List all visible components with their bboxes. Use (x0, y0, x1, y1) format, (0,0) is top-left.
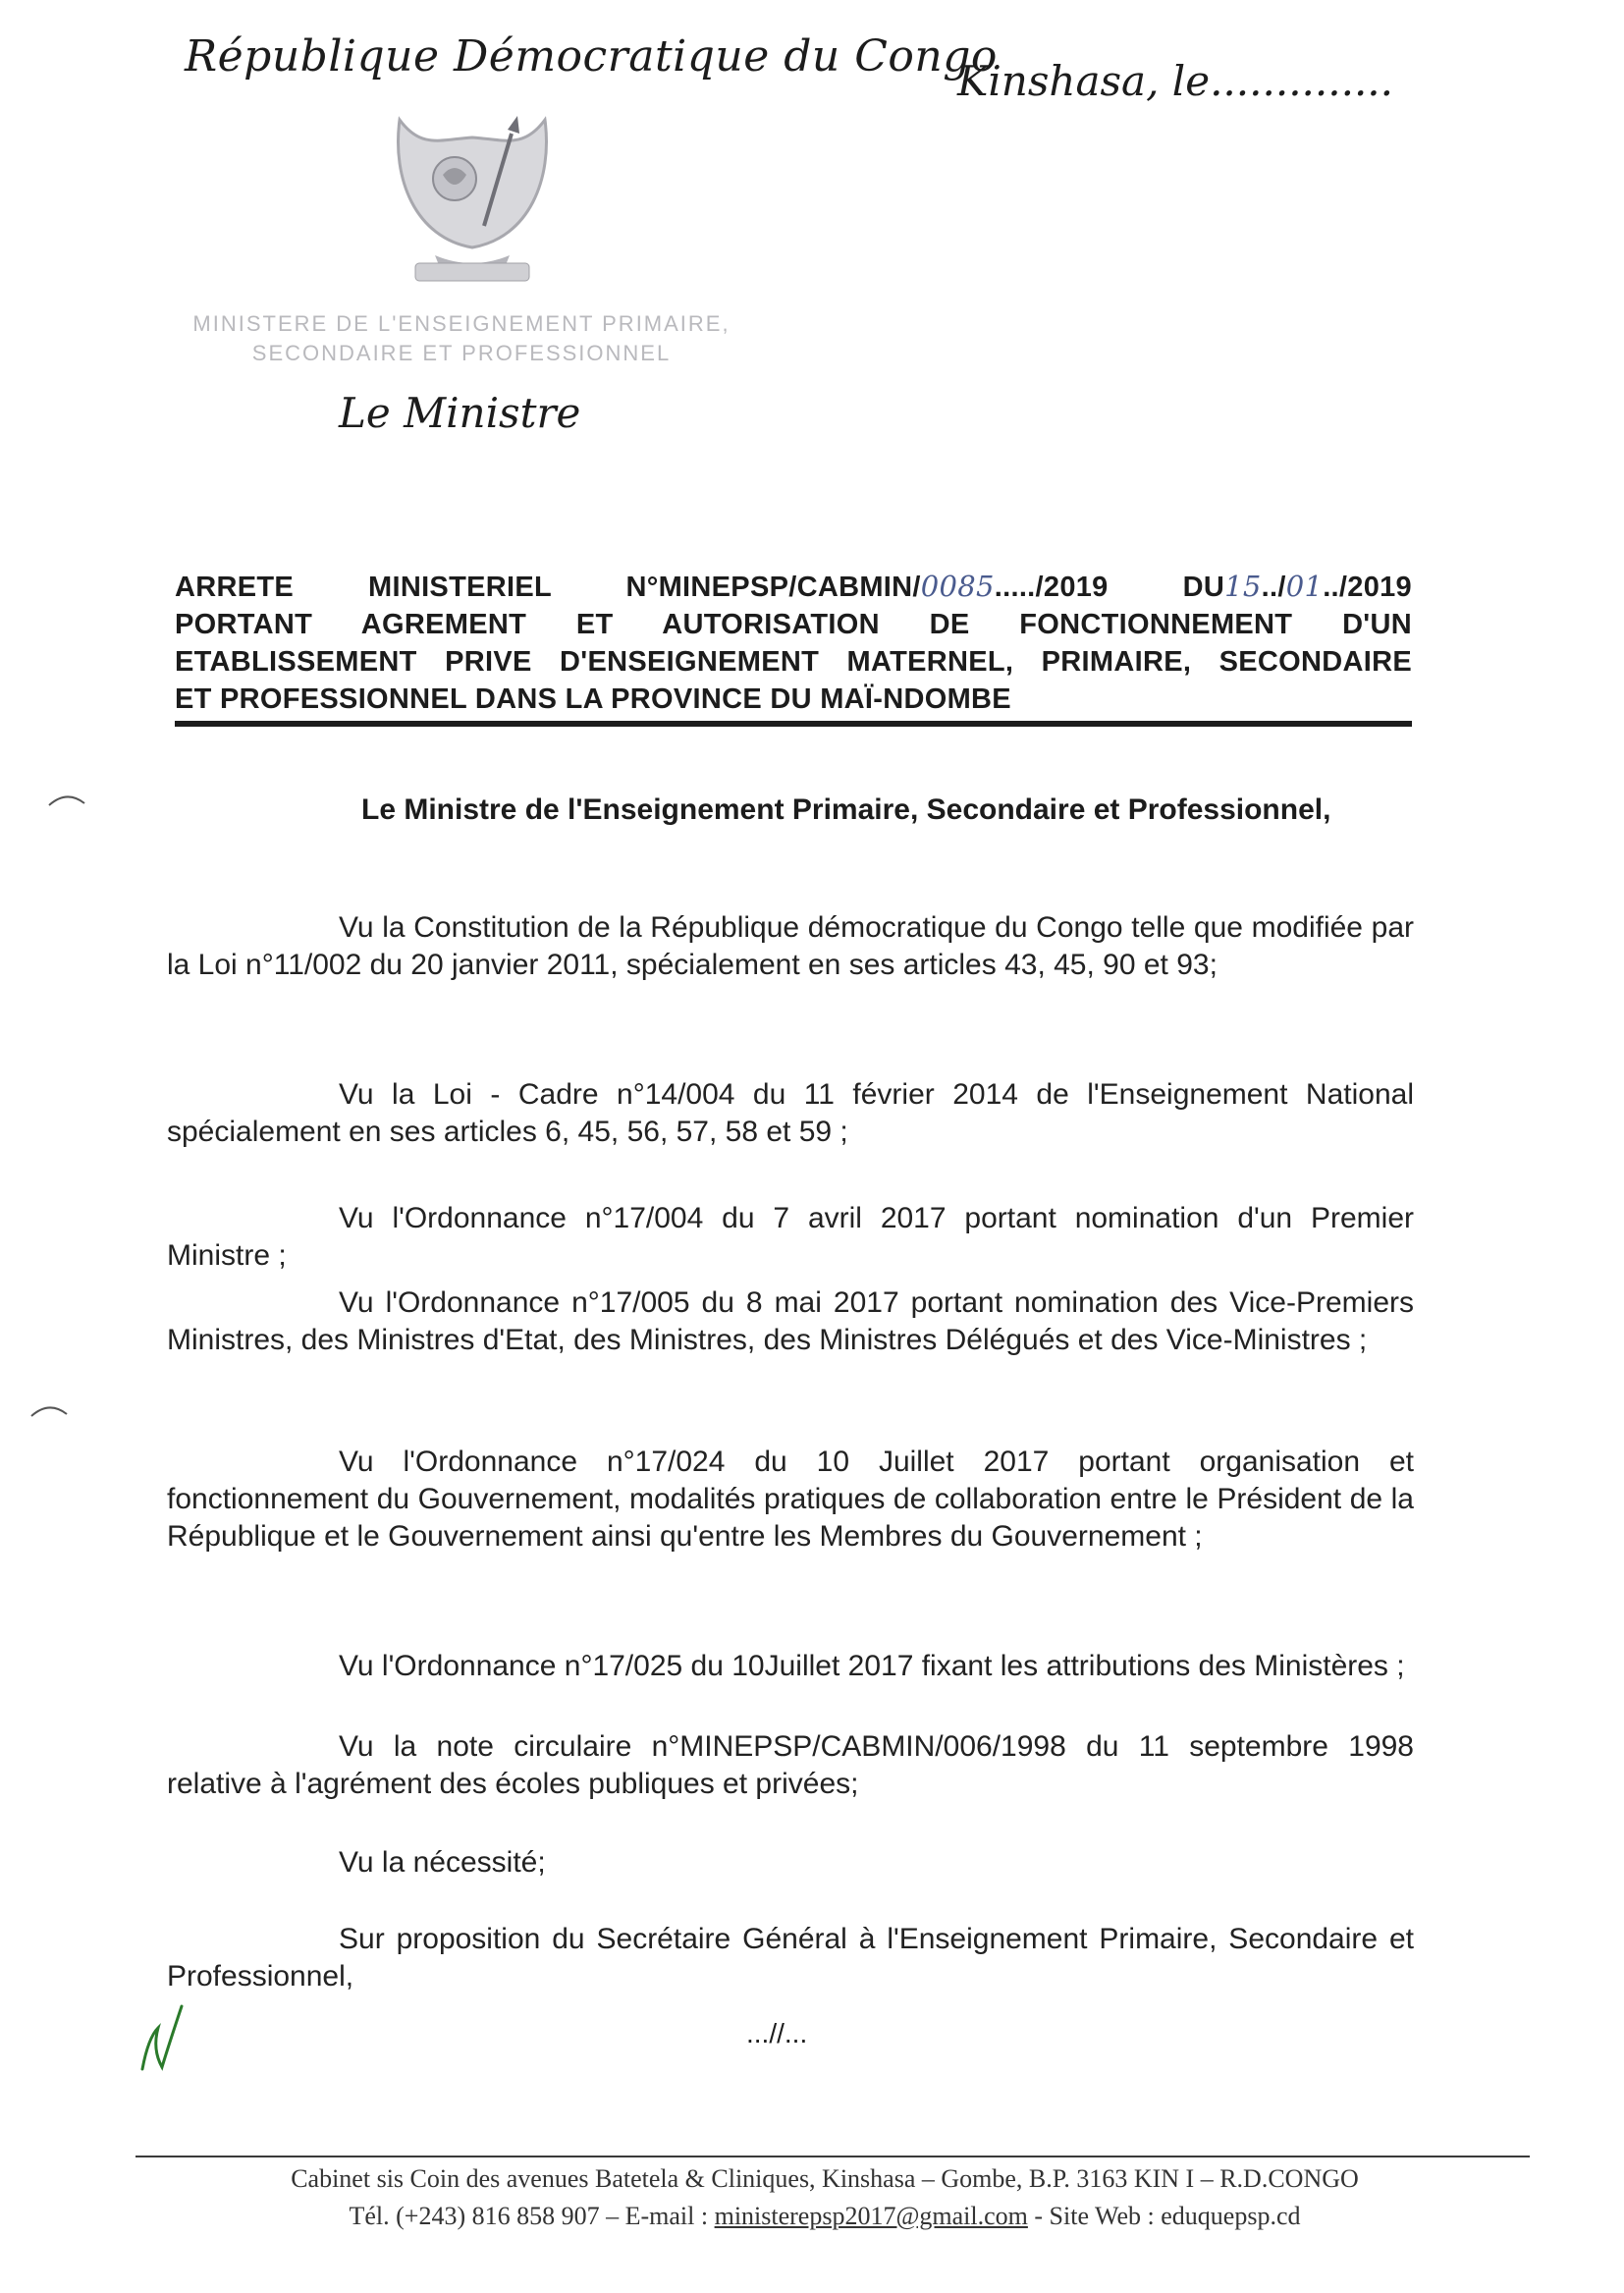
place-date: Kinshasa, le.............. (957, 57, 1393, 105)
paragraph-constitution: Vu la Constitution de la République démocratique du Congo telle que modifiée par la Loi n°11/002 du 20 janvier 2011, spécialement en ses articles 43, 45, 90 et 93; (167, 911, 1414, 981)
title-underline (175, 721, 1412, 727)
footer-email-link[interactable]: ministerepsp2017@gmail.com (714, 2202, 1028, 2230)
footer (147, 2160, 1502, 2235)
coat-of-arms-emblem (386, 110, 559, 287)
footer-address: Cabinet sis Coin des avenues Batetela & Cliniques, Kinshasa – Gombe, B.P. 3163 KIN I – R.D.CONGO (291, 2164, 1359, 2193)
ministry-stamp (172, 309, 751, 368)
paragraph-necessite: Vu la nécessité; (339, 1846, 546, 1879)
title-line-4: ET PROFESSIONNEL DANS LA PROVINCE DU MAÏ-NDOMBE (175, 683, 1011, 715)
paragraph-note-circulaire: Vu la note circulaire n°MINEPSP/CABMIN/006/1998 du 11 septembre 1998 relative à l'agrément des écoles publiques et privées; (167, 1730, 1414, 1800)
handwritten-day: 15 (1224, 570, 1262, 603)
paragraph-ordonnance-025: Vu l'Ordonnance n°17/025 du 10Juillet 2017 fixant les attributions des Ministères ; (339, 1650, 1405, 1682)
paragraph-ordonnance-004: Vu l'Ordonnance n°17/004 du 7 avril 2017 portant nomination d'un Premier Ministre ; (167, 1202, 1414, 1272)
footer-phone: Tél. (+243) 816 858 907 – E-mail : (349, 2202, 715, 2230)
ministry-line-2: SECONDAIRE ET PROFESSIONNEL (251, 341, 672, 365)
green-initial-mark (133, 1998, 191, 2077)
intro-text: Le Ministre de l'Enseignement Primaire, Secondaire et Professionnel, (361, 793, 1331, 826)
punch-mark (29, 1400, 69, 1420)
country-heading: République Démocratique du Congo (185, 31, 998, 82)
punch-mark (47, 790, 86, 809)
footer-rule (135, 2156, 1530, 2157)
title-sep: ../ (1261, 572, 1286, 603)
decree-title (175, 568, 1412, 718)
title-suffix: ../2019 (1323, 572, 1412, 603)
title-line-3: ETABLISSEMENT PRIVE D'ENSEIGNEMENT MATERNEL, PRIMAIRE, SECONDAIRE (175, 646, 1412, 678)
handwritten-month: 01 (1285, 570, 1324, 603)
footer-website: - Site Web : eduquepsp.cd (1027, 2202, 1301, 2230)
minister-label: Le Ministre (339, 389, 581, 437)
title-mid: ...../2019 DU (994, 572, 1225, 603)
continuation-mark: ...//... (746, 2018, 808, 2048)
paragraph-ordonnance-005: Vu l'Ordonnance n°17/005 du 8 mai 2017 portant nomination des Vice-Premiers Ministres, des Ministres d'Etat, des Ministres, des Ministres Délégués et des Vice-Ministres ; (167, 1286, 1414, 1356)
paragraph-loi-cadre: Vu la Loi - Cadre n°14/004 du 11 février 2014 de l'Enseignement National spécialement en ses articles 6, 45, 56, 57, 58 et 59 ; (167, 1078, 1414, 1148)
title-line-1 (175, 568, 1412, 606)
footer-contact (147, 2198, 1502, 2235)
ministry-line-1: MINISTERE DE L'ENSEIGNEMENT PRIMAIRE, (192, 311, 731, 336)
title-prefix: ARRETE MINISTERIEL N°MINEPSP/CABMIN/ (175, 572, 921, 603)
paragraph-proposition: Sur proposition du Secrétaire Général à l'Enseignement Primaire, Secondaire et Professionnel, (167, 1923, 1414, 1993)
handwritten-number: 0085 (920, 570, 995, 603)
paragraph-ordonnance-024: Vu l'Ordonnance n°17/024 du 10 Juillet 2017 portant organisation et fonctionnement du Gouvernement, modalités pratiques de collaboration entre le Président de la République et le Gouvernement ainsi qu'entre les Membres du Gouvernement ; (167, 1446, 1414, 1553)
title-line-2: PORTANT AGREMENT ET AUTORISATION DE FONCTIONNEMENT D'UN (175, 609, 1412, 640)
